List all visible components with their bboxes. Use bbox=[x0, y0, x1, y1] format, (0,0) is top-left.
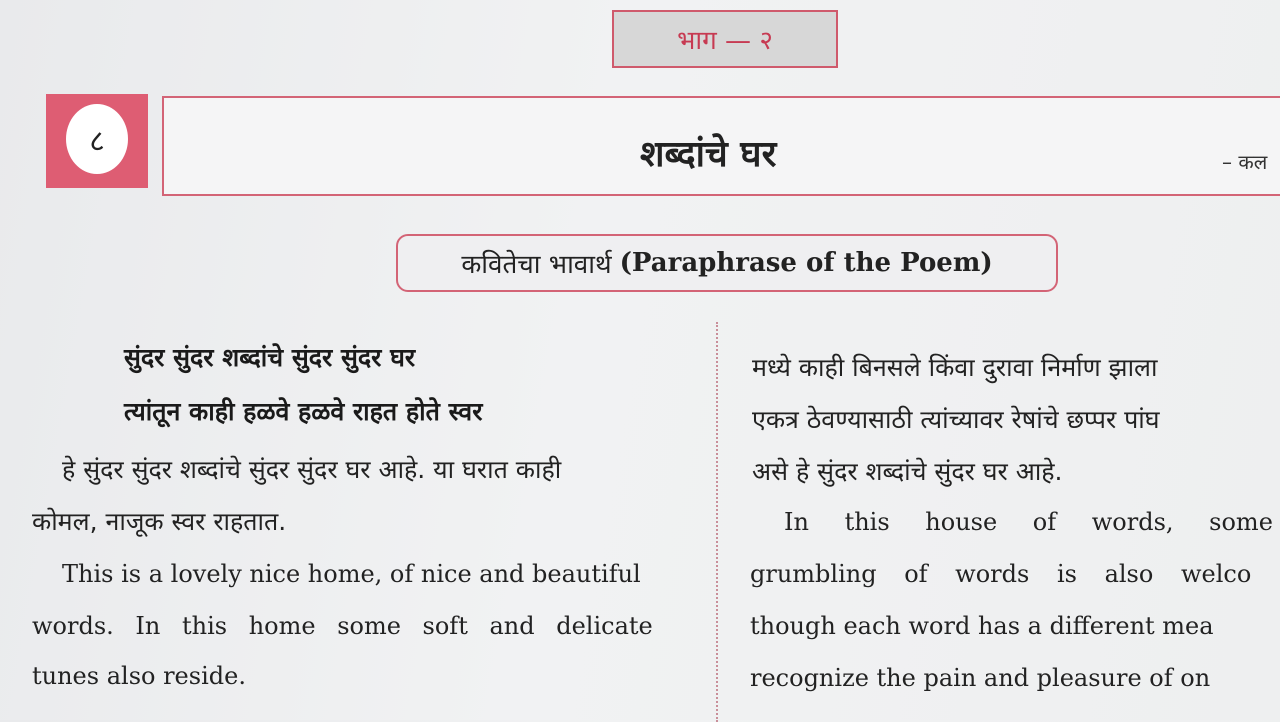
marathi-paragraph-line: मध्ये काही बिनसले किंवा दुरावा निर्माण झाला bbox=[752, 353, 1158, 382]
english-paragraph-line: grumbling of words is also welco bbox=[750, 560, 1252, 588]
paraphrase-heading-marathi: कवितेचा भावार्थ bbox=[461, 250, 612, 280]
poem-line: त्यांतून काही हळवे हळवे राहत होते स्वर bbox=[124, 397, 483, 426]
english-paragraph-line: This is a lovely nice home, of nice and beautiful bbox=[62, 560, 641, 588]
chapter-badge bbox=[46, 94, 148, 188]
english-paragraph-line: words. In this home some soft and delicate bbox=[32, 612, 653, 640]
author-name: – कल bbox=[1222, 150, 1268, 174]
poem-line: सुंदर सुंदर शब्दांचे सुंदर सुंदर घर bbox=[124, 343, 416, 372]
paraphrase-heading bbox=[396, 234, 1058, 292]
english-paragraph-line: recognize the pain and pleasure of on bbox=[750, 664, 1211, 692]
paraphrase-heading-english: (Paraphrase of the Poem) bbox=[619, 248, 993, 278]
english-paragraph-line: In this house of words, some bbox=[784, 508, 1273, 536]
english-paragraph-line: though each word has a different mea bbox=[750, 612, 1214, 640]
marathi-paragraph-line: एकत्र ठेवण्यासाठी त्यांच्यावर रेषांचे छप्पर पांघ bbox=[752, 405, 1160, 434]
chapter-title: शब्दांचे घर bbox=[640, 134, 777, 175]
column-divider bbox=[716, 322, 718, 722]
english-paragraph-line: tunes also reside. bbox=[32, 662, 246, 690]
part-label: भाग — २ bbox=[677, 26, 773, 56]
chapter-number: ८ bbox=[66, 104, 128, 174]
marathi-paragraph-line: असे हे सुंदर शब्दांचे सुंदर घर आहे. bbox=[752, 457, 1063, 486]
marathi-paragraph-line: हे सुंदर सुंदर शब्दांचे सुंदर सुंदर घर आहे. या घरात काही bbox=[62, 455, 562, 484]
marathi-paragraph-line: कोमल, नाजूक स्वर राहतात. bbox=[32, 507, 287, 536]
part-label-box bbox=[612, 10, 838, 68]
